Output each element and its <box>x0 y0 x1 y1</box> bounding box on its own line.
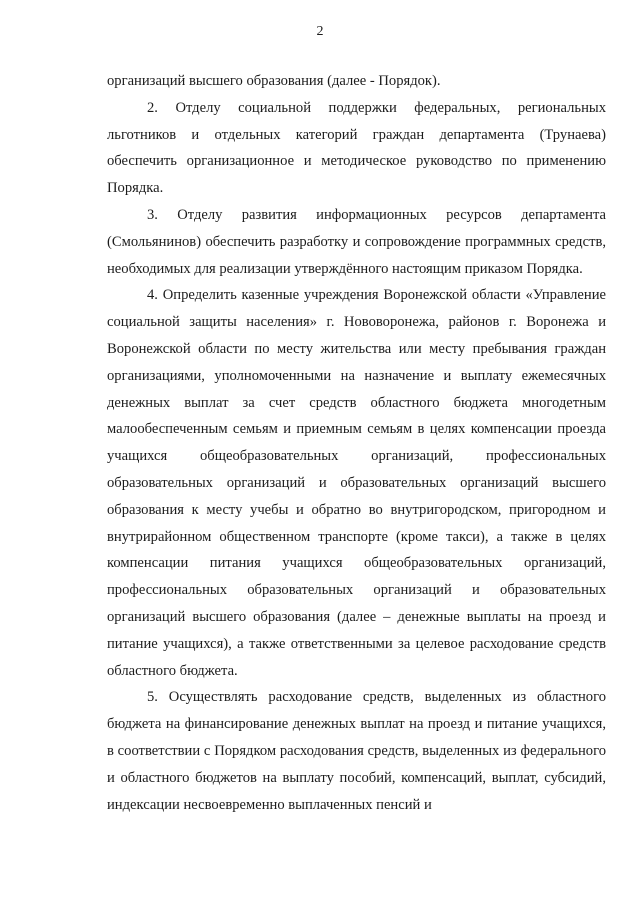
paragraph-item-5: 5. Осуществлять расходование средств, выделенных из областного бюджета на финансирование денежных выплат на проезд и питание учащихся, в соответствии с Порядком расходования средств, выделенных из федерального и областного бюджетов на выплату пособий, компенсаций, выплат, субсидий, индексации несвоевременно выплаченных пенсий и <box>107 689 606 813</box>
page-number: 2 <box>316 24 324 39</box>
paragraph-item-2: 2. Отделу социальной поддержки федеральных, региональных льготников и отдельных категорий граждан департамента (Трунаева) обеспечить организационное и методическое руководство по применению Порядка. <box>107 99 606 197</box>
paragraph-item-3: 3. Отделу развития информационных ресурсов департамента (Смольянинов) обеспечить разработку и сопровождение программных средств, необходимых для реализации утверждённого настоящим приказом Порядка. <box>107 206 606 277</box>
paragraph-continuation: организаций высшего образования (далее - Порядок). <box>107 73 441 89</box>
document-body <box>107 68 606 818</box>
paragraph-item-4: 4. Определить казенные учреждения Воронежской области «Управление социальной защиты населения» г. Нововоронежа, районов г. Воронежа и Воронежской области по месту жительства или месту пребывания граждан организациями, уполномоченными на назначение и выплату ежемесячных денежных выплат за счет средств областного бюджета многодетным малообеспеченным семьям и приемным семьям в целях компенсации проезда учащихся общеобразовательных организаций, профессиональных образовательных организаций и образовательных организаций высшего образования к месту учебы и обратно во внутригородском, пригородном и внутрирайонном общественном транспорте (кроме такси), а также в целях компенсации питания учащихся общеобразовательных организаций, профессиональных образовательных организаций и образовательных организаций высшего образования (далее – денежные выплаты на проезд и питание учащихся), а также ответственными за целевое расходование средств областного бюджета. <box>107 287 606 679</box>
